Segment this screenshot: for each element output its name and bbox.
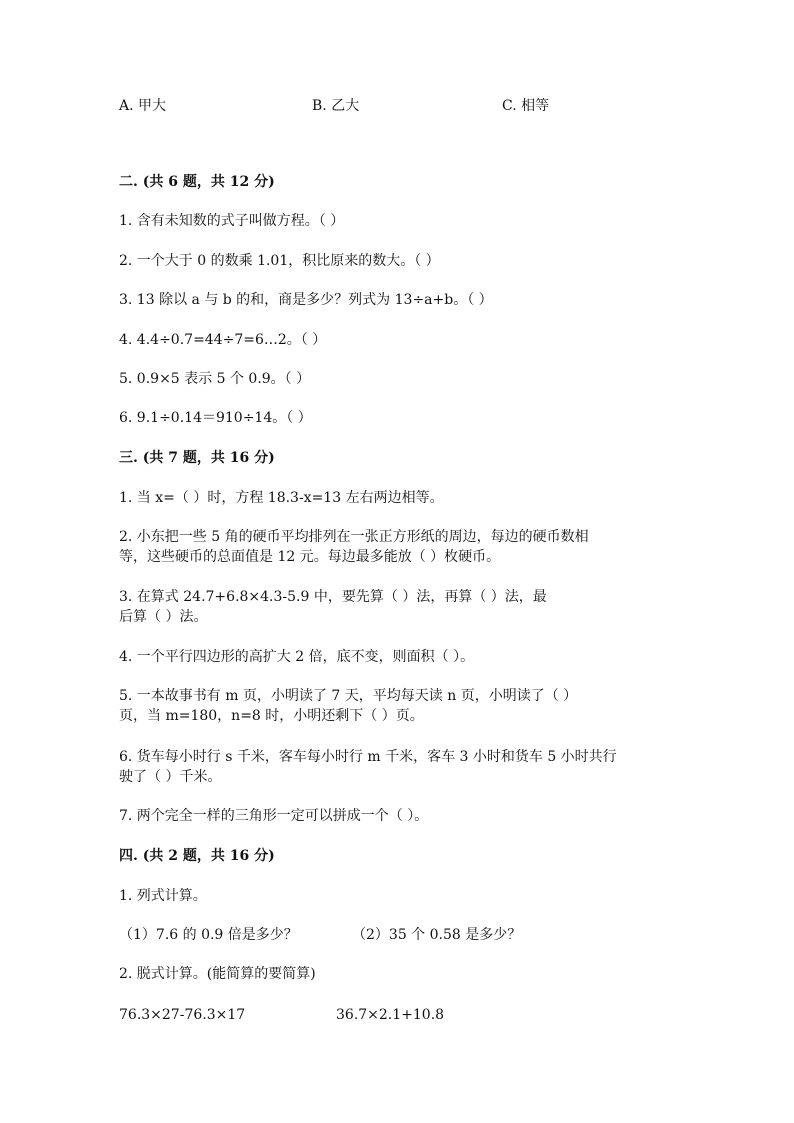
s4-question-2-title: 2. 脱式计算。(能简算的要简算) bbox=[119, 966, 316, 982]
s3-question-3-line1: 3. 在算式 24.7+6.8×4.3-5.9 中，要先算（ ）法，再算（ ）法，最 bbox=[119, 589, 547, 605]
s2-question-5: 5. 0.9×5 表示 5 个 0.9。（ ） bbox=[119, 371, 311, 387]
s3-question-1: 1. 当 x=（ ）时，方程 18.3-x=13 左右两边相等。 bbox=[119, 490, 444, 506]
s3-question-4: 4. 一个平行四边形的高扩大 2 倍，底不变，则面积（ ）。 bbox=[119, 649, 475, 665]
s2-question-2: 2. 一个大于 0 的数乘 1.01，积比原来的数大。（ ） bbox=[119, 253, 440, 269]
section3-heading: 三. (共 7 题，共 16 分) bbox=[119, 450, 275, 466]
s3-question-5-line2: 页，当 m=180，n=8 时，小明还剩下（ ）页。 bbox=[119, 708, 424, 724]
s3-question-5-line1: 5. 一本故事书有 m 页，小明读了 7 天，平均每天读 n 页，小明读了（ ） bbox=[119, 688, 578, 704]
s3-question-3-line2: 后算（ ）法。 bbox=[119, 609, 208, 625]
s3-question-7: 7. 两个完全一样的三角形一定可以拼成一个（ ）。 bbox=[119, 808, 429, 824]
s3-question-2-line2: 等，这些硬币的总面值是 12 元。每边最多能放（ ）枚硬币。 bbox=[119, 549, 501, 565]
s2-question-4: 4. 4.4÷0.7=44÷7=6…2。（ ） bbox=[119, 332, 327, 348]
section2-heading: 二. (共 6 题，共 12 分) bbox=[119, 174, 275, 190]
s3-question-2-line1: 2. 小东把一些 5 角的硬币平均排列在一张正方形纸的周边，每边的硬币数相 bbox=[119, 529, 589, 545]
s4-question-2-expr-a: 76.3×27-76.3×17 bbox=[119, 1007, 246, 1023]
s4-question-1-part-a: （1）7.6 的 0.9 倍是多少？ bbox=[119, 927, 298, 943]
s3-question-6-line2: 驶了（ ）千米。 bbox=[119, 769, 222, 785]
option-b: B. 乙大 bbox=[312, 98, 360, 114]
s4-question-1-title: 1. 列式计算。 bbox=[119, 888, 207, 904]
s2-question-1: 1. 含有未知数的式子叫做方程。（ ） bbox=[119, 213, 345, 229]
s2-question-3: 3. 13 除以 a 与 b 的和，商是多少？列式为 13÷a+b。（ ） bbox=[119, 292, 493, 308]
option-c: C. 相等 bbox=[502, 98, 550, 114]
s4-question-2-expr-b: 36.7×2.1+10.8 bbox=[336, 1007, 445, 1023]
section4-heading: 四. (共 2 题，共 16 分) bbox=[119, 848, 275, 864]
option-a: A. 甲大 bbox=[119, 98, 167, 114]
s2-question-6: 6. 9.1÷0.14＝910÷14。（ ） bbox=[119, 410, 312, 426]
s4-question-1-part-b: （2）35 个 0.58 是多少？ bbox=[352, 927, 522, 943]
s3-question-6-line1: 6. 货车每小时行 s 千米，客车每小时行 m 千米，客车 3 小时和货车 5 小时共行 bbox=[119, 749, 617, 765]
